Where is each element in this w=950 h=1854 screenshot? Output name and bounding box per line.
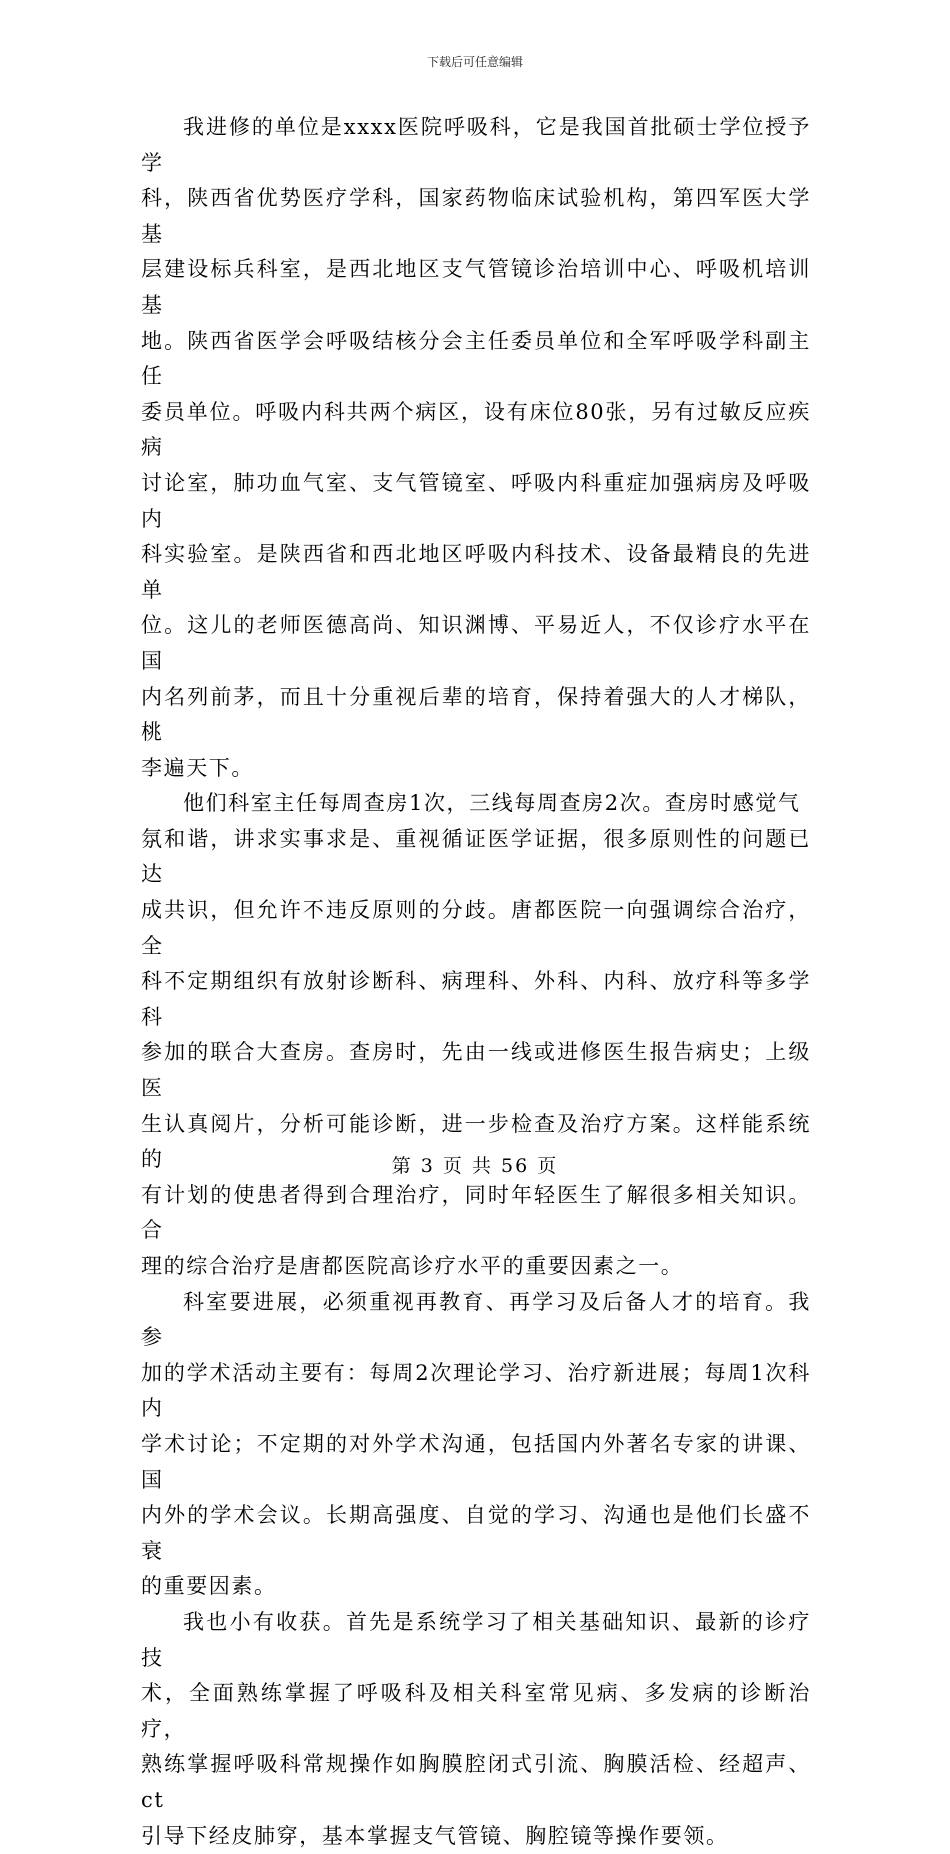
document-body [141,110,811,1854]
paragraph: 他们科室主任每周查房1次，三线每周查房2次。查房时感觉气 氛和谐，讲求实事求是、重视循证医学证据，很多原则性的问题已达 成共识，但允许不违反原则的分歧。唐都医院一向强调综合治疗，全 科不定期组织有放射诊断科、病理科、外科、内科、放疗科等多学科 参加的联合大查房。查房时，先由一线或进修医生报告病史；上级医 生认真阅片，分析可能诊断，进一步检查及治疗方案。这样能系统的 有计划的使患者得到合理治疗，同时年轻医生了解很多相关知识。合 理的综合治疗是唐都医院高诊疗水平的重要因素之一。 [141,791,811,1278]
page-number: 第 3 页 共 56 页 [391,1155,559,1177]
page-header-note: 下载后可任意编辑 [426,55,523,69]
paragraph: 我进修的单位是xxxx医院呼吸科，它是我国首批硕士学位授予学 科，陕西省优势医疗学科，国家药物临床试验机构，第四军医大学基 层建设标兵科室，是西北地区支气管镜诊治培训中心、呼吸机培训基 地。陕西省医学会呼吸结核分会主任委员单位和全军呼吸学科副主任 委员单位。呼吸内科共两个病区，设有床位80张，另有过敏反应疾病 讨论室，肺功血气室、支气管镜室、呼吸内科重症加强病房及呼吸内 科实验室。是陕西省和西北地区呼吸内科技术、设备最精良的先进单 位。这儿的老师医德高尚、知识渊博、平易近人，不仅诊疗水平在国 内名列前茅，而且十分重视后辈的培育，保持着强大的人才梯队，桃 李遍天下。 [141,115,811,780]
paragraph: 我也小有收获。首先是系统学习了相关基础知识、最新的诊疗技 术，全面熟练掌握了呼吸科及相关科室常见病、多发病的诊断治疗， 熟练掌握呼吸科常规操作如胸膜腔闭式引流、胸膜活检、经超声、ct 引导下经皮肺穿，基本掌握支气管镜、胸腔镜等操作要领。 [141,1609,811,1848]
paragraph: 科室要进展，必须重视再教育、再学习及后备人才的培育。我参 加的学术活动主要有：每周2次理论学习、治疗新进展；每周1次科内 学术讨论；不定期的对外学术沟通，包括国内外著名专家的讲课、国 内外的学术会议。长期高强度、自觉的学习、沟通也是他们长盛不衰 的重要因素。 [141,1289,811,1599]
